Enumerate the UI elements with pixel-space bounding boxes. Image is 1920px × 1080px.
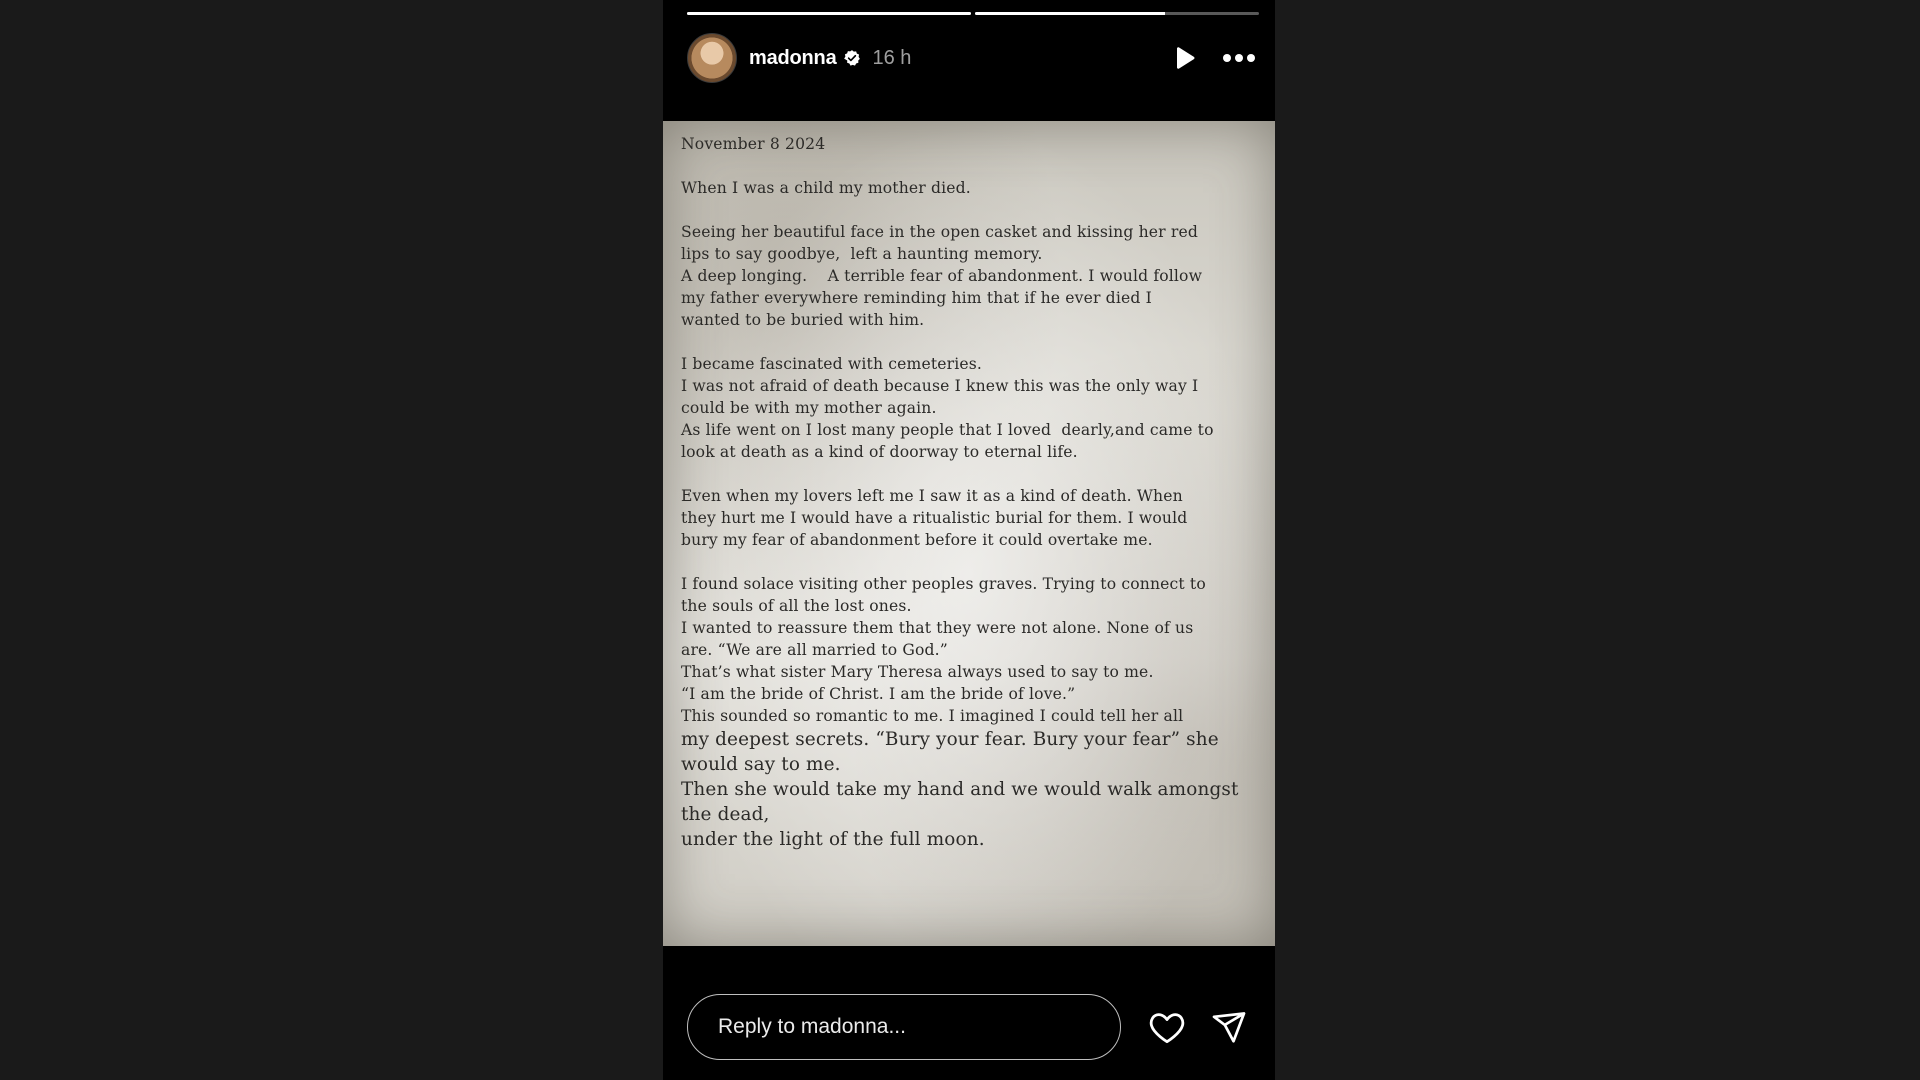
avatar[interactable] bbox=[687, 33, 737, 83]
letter-paragraph: When I was a child my mother died. bbox=[681, 179, 971, 197]
verified-badge-icon bbox=[843, 49, 861, 67]
story-footer bbox=[687, 993, 1259, 1061]
letter-paragraph: Even when my lovers left me I saw it as a kind of death. When they hurt me I would have a ritualistic burial for them. I would bury my fear of abandonment before it could overtake me. bbox=[681, 487, 1188, 549]
letter-paragraph: my deepest secrets. “Bury your fear. Bury your fear” she would say to me. Then she would take my hand and we would walk amongst the dead, under the light of the full moon. bbox=[681, 729, 1239, 850]
letter-paragraph: I became fascinated with cemeteries. I was not afraid of death because I knew this was the only way I could be with my mother again. As life went on I lost many people that I loved dearly,and came to look at death as a kind of doorway to eternal life. bbox=[681, 355, 1214, 461]
story-viewer[interactable] bbox=[663, 0, 1275, 1080]
story-image-letter bbox=[663, 121, 1275, 946]
send-icon[interactable] bbox=[1205, 1003, 1253, 1051]
progress-segment bbox=[975, 12, 1259, 15]
letter-paragraph: Seeing her beautiful face in the open casket and kissing her red lips to say goodbye, left a haunting memory. A deep longing. A terrible fear of abandonment. I would follow my father everywhere reminding him that if he ever died I wanted to be buried with him. bbox=[681, 223, 1203, 329]
reply-input[interactable] bbox=[687, 994, 1121, 1060]
heart-icon[interactable] bbox=[1143, 1003, 1191, 1051]
play-icon[interactable] bbox=[1165, 38, 1205, 78]
story-header bbox=[687, 33, 1259, 83]
progress-segment bbox=[687, 12, 971, 15]
letter-date: November 8 2024 bbox=[681, 135, 826, 153]
letter-text bbox=[681, 133, 1261, 852]
post-time: 16 h bbox=[872, 46, 912, 69]
more-options-icon[interactable] bbox=[1219, 38, 1259, 78]
username[interactable]: madonna bbox=[749, 46, 837, 69]
letter-paragraph: I found solace visiting other peoples graves. Trying to connect to the souls of all the lost ones. I wanted to reassure them that they were not alone. None of us are. “We are all married to God.” That’s what sister Mary Theresa always used to say to me. “I am the bride of Christ. I am the bride of love.” This sounded so romantic to me. I imagined I could tell her all bbox=[681, 575, 1206, 725]
story-progress bbox=[687, 12, 1259, 15]
